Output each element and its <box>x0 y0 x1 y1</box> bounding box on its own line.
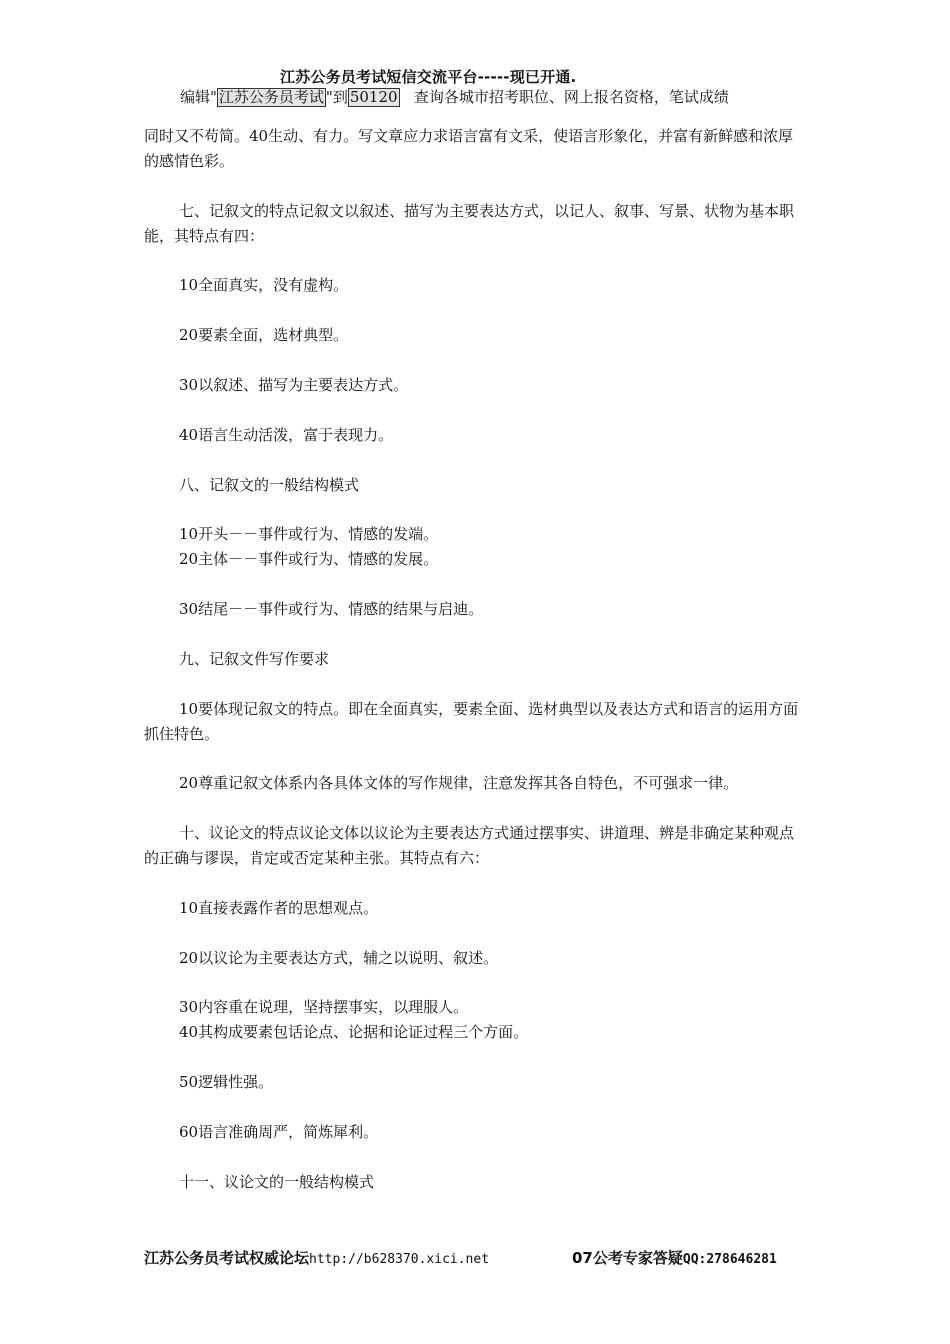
footer-qa-label: 07公考专家答疑 <box>572 1249 683 1267</box>
header-sms-line <box>180 86 729 107</box>
list-item: 30以叙述、描写为主要表达方式。 <box>179 376 409 394</box>
paragraph: 同时又不苟简。40生动、有力。写文章应力求语言富有文采，使语言形象化，并富有新鲜感和浓厚的感情色彩。 <box>144 127 794 170</box>
footer-forum-label: 江苏公务员考试权威论坛 <box>144 1249 310 1267</box>
list-item: 10直接表露作者的思想观点。 <box>179 899 379 917</box>
list-item: 20以议论为主要表达方式，辅之以说明、叙述。 <box>179 949 499 967</box>
footer-forum-url[interactable]: http://b628370.xici.net <box>309 1252 490 1267</box>
footer-qa <box>572 1247 777 1268</box>
list-item: 20要素全面，选材典型。 <box>179 326 349 344</box>
list-item: 30内容重在说理，坚持摆事实，以理服人。 <box>179 998 469 1016</box>
list-item: 40语言生动活泼，富于表现力。 <box>179 426 394 444</box>
list-item: 40其构成要素包话论点、论据和论证过程三个方面。 <box>179 1023 529 1041</box>
list-item: 60语言准确周严，简炼犀利。 <box>179 1123 379 1141</box>
list-item: 30结尾－－事件或行为、情感的结果与启迪。 <box>179 600 484 618</box>
section-heading: 九、记叙文件写作要求 <box>179 650 330 668</box>
list-item: 20尊重记叙文体系内各具体文体的写作规律，注意发挥其各自特色，不可强求一律。 <box>179 774 739 792</box>
section-heading: 十一、议论文的一般结构模式 <box>179 1173 375 1191</box>
header-mid: "到 <box>325 88 348 106</box>
list-item: 20主体－－事件或行为、情感的发展。 <box>179 550 439 568</box>
paragraph: 十、议论文的特点议论文体以议论为主要表达方式通过摆事实、讲道理、辨是非确定某种观点的正确与谬误，肯定或否定某种主张。其特点有六： <box>144 824 795 867</box>
section-heading: 八、记叙文的一般结构模式 <box>179 476 360 494</box>
list-item: 10开头－－事件或行为、情感的发端。 <box>179 525 439 543</box>
list-item: 10要体现记叙文的特点。即在全面真实，要素全面、选材典型以及表达方式和语言的运用方面抓住特色。 <box>144 700 799 743</box>
header-prefix: 编辑" <box>180 88 217 106</box>
keyword-box: 江苏公务员考试 <box>218 88 324 106</box>
paragraph: 七、记叙文的特点记叙文以叙述、描写为主要表达方式，以记人、叙事、写景、状物为基本职能，其特点有四： <box>144 202 795 245</box>
header-suffix: 查询各城市招考职位、网上报名资格，笔试成绩 <box>413 88 729 106</box>
header-title: 江苏公务员考试短信交流平台-----现已开通. <box>280 68 577 86</box>
list-item: 10全面真实，没有虚构。 <box>179 276 349 294</box>
footer-qq: QQ:278646281 <box>682 1252 777 1267</box>
list-item: 50逻辑性强。 <box>179 1073 274 1091</box>
sms-number-box: 50120 <box>349 88 398 106</box>
footer-forum <box>144 1247 489 1268</box>
